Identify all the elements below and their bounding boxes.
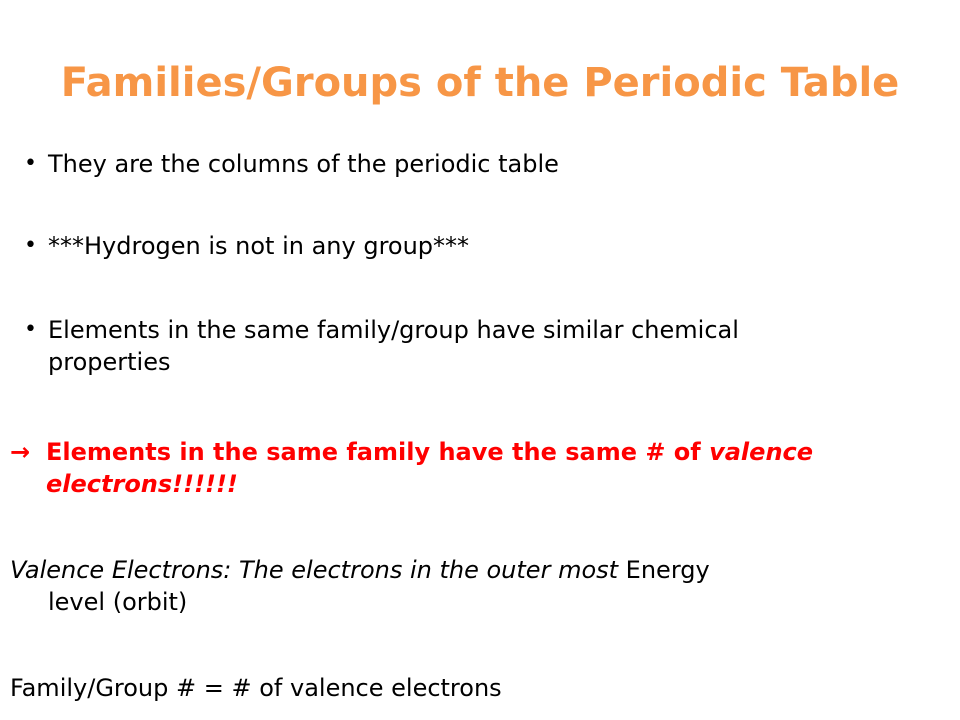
highlight-line1: Elements in the same family have the same # of <box>46 438 710 466</box>
definition-italic: Valence Electrons: The electrons in the outer most <box>10 556 619 584</box>
arrow-icon: → <box>10 438 31 466</box>
bullet-marker: • <box>24 233 37 258</box>
bullet-text-line1: Elements in the same family/group have similar chemical <box>48 316 739 344</box>
bullet-text <box>48 314 948 378</box>
bullet-text: They are the columns of the periodic table <box>48 150 559 178</box>
bullet-text: ***Hydrogen is not in any group*** <box>48 232 470 260</box>
bullet-marker: • <box>24 317 37 342</box>
highlight-line2: electrons!!!!!! <box>46 470 238 498</box>
valence-definition <box>10 554 950 618</box>
bullet-marker: • <box>24 151 37 176</box>
highlight-line1-italic: valence <box>709 438 814 466</box>
definition-line2: level (orbit) <box>48 588 188 616</box>
bullet-text-line2: properties <box>48 348 171 376</box>
definition-normal: Energy <box>618 556 710 584</box>
formula-text: Family/Group # = # of valence electrons <box>10 674 502 702</box>
highlight-text <box>46 436 946 500</box>
slide-title: Families/Groups of the Periodic Table <box>60 60 900 106</box>
